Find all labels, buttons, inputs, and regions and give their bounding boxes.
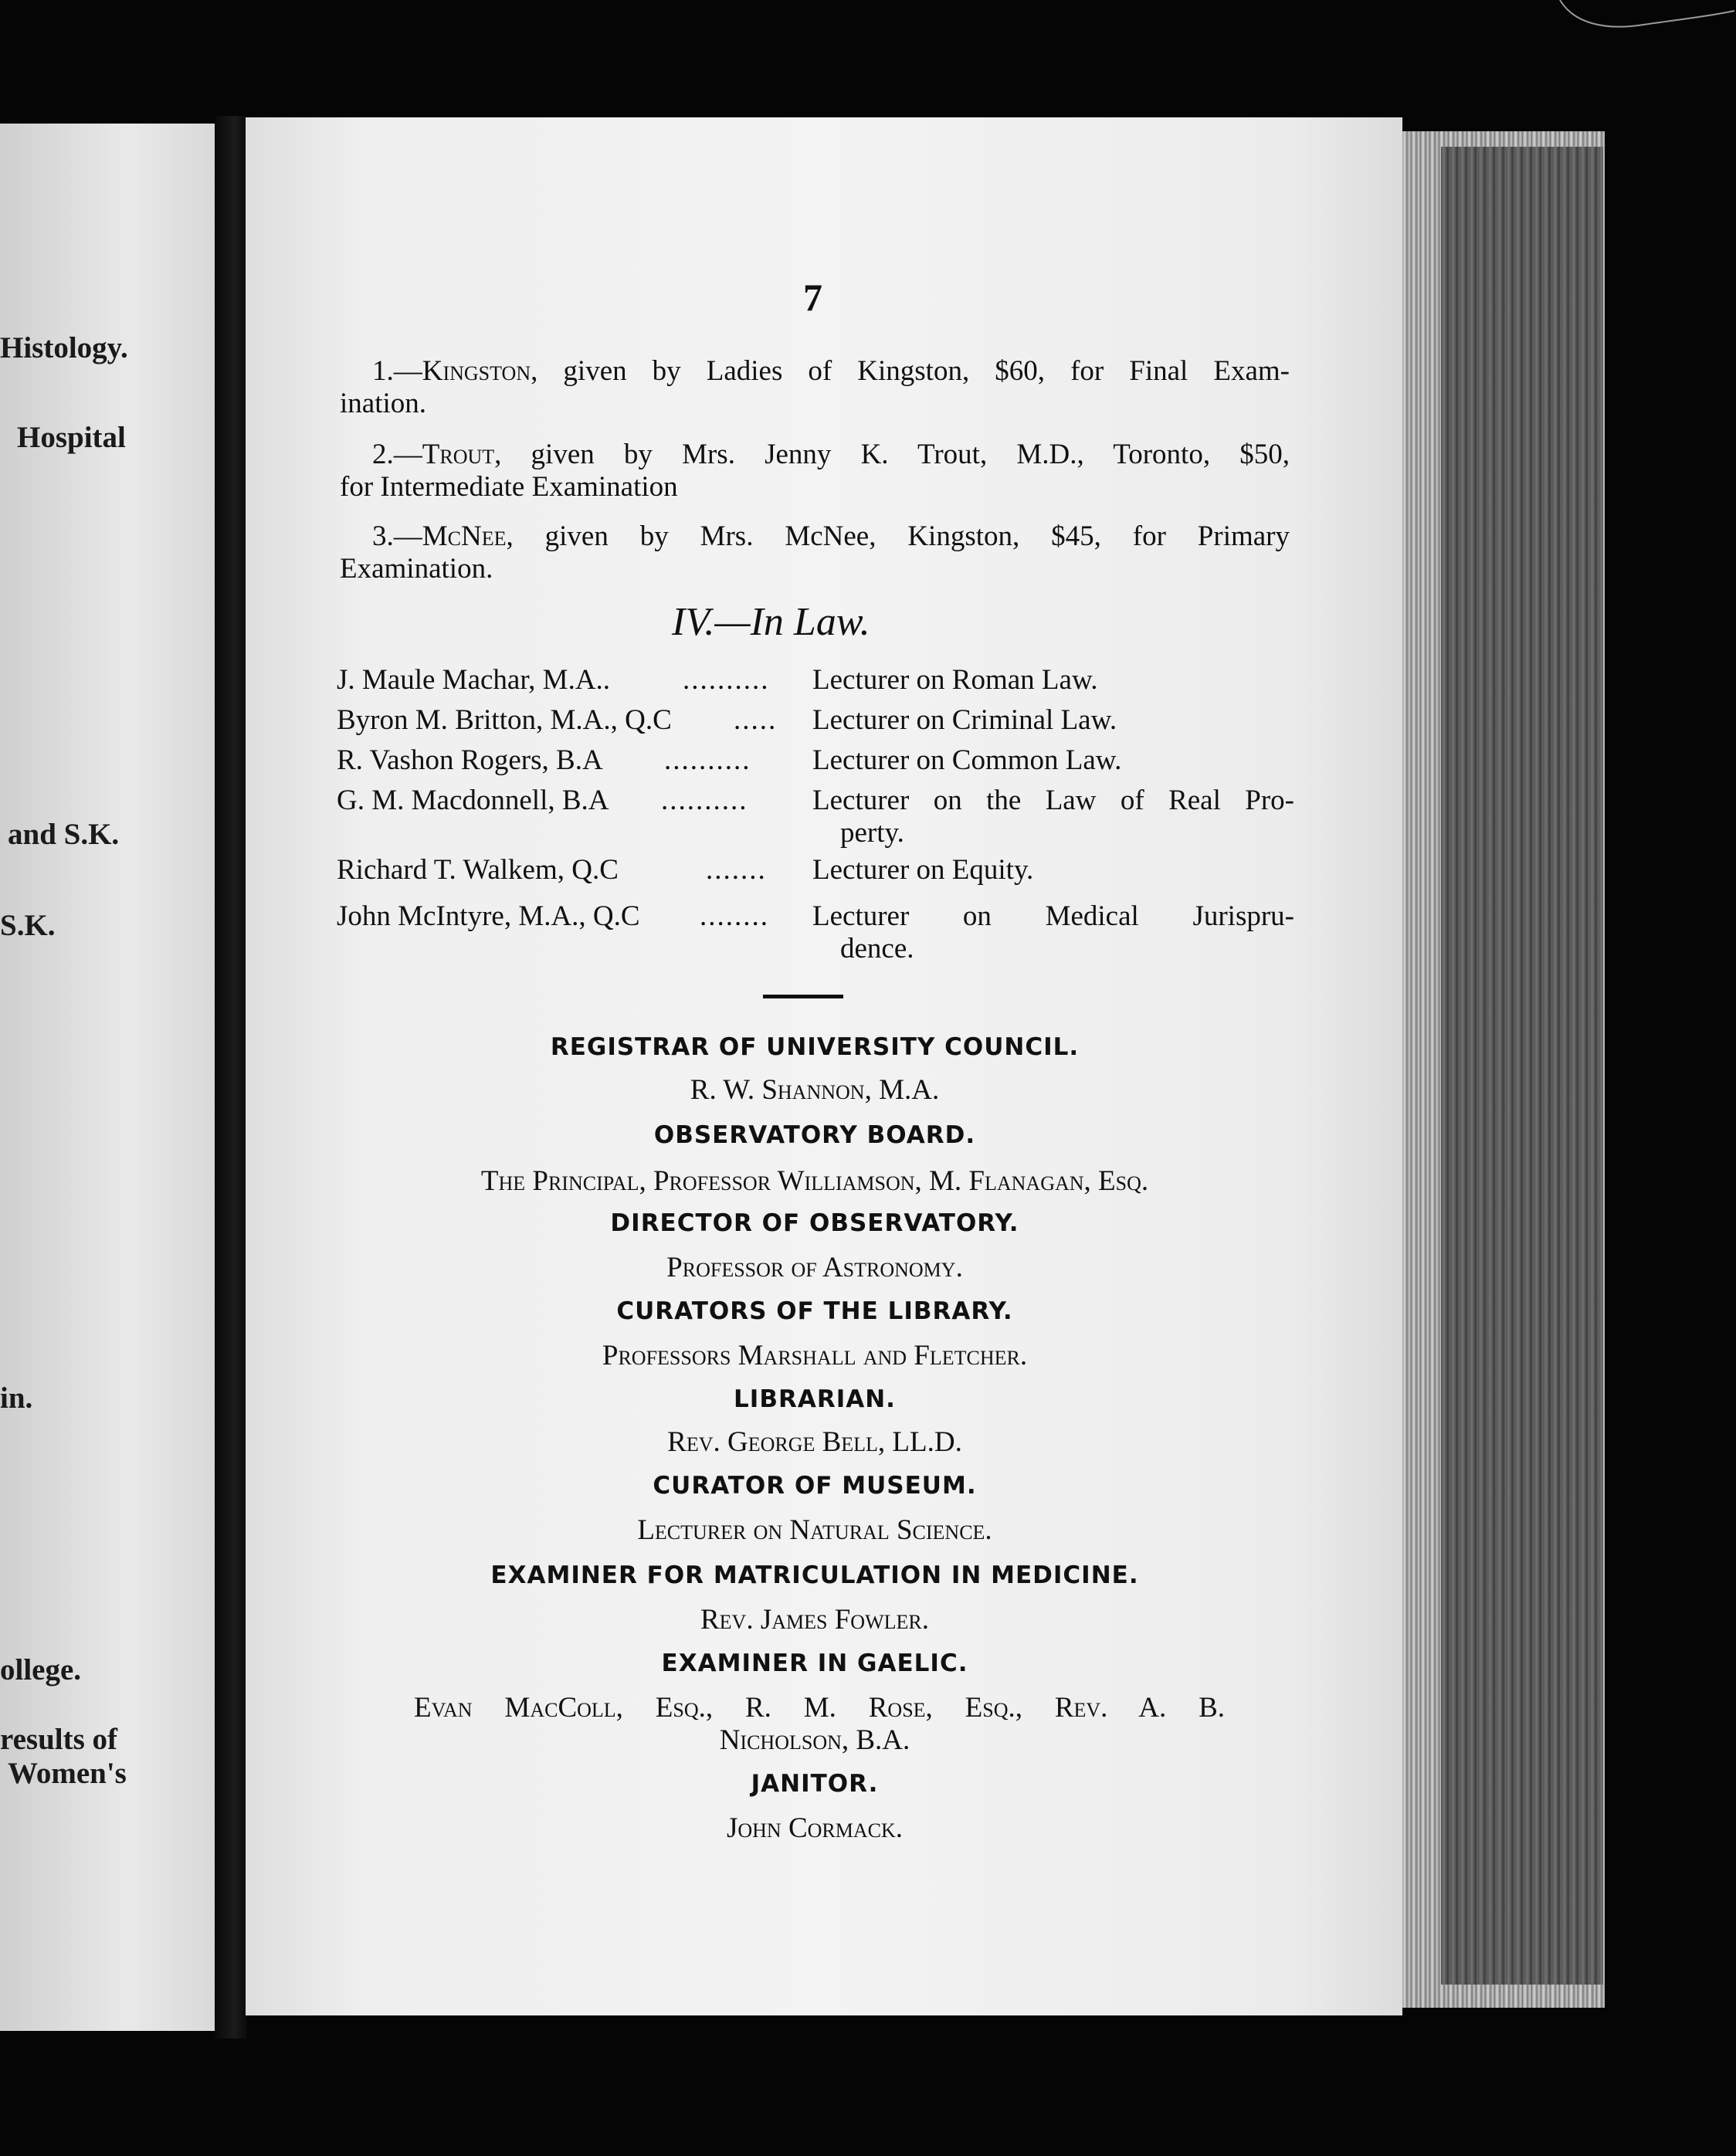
section-heading: JANITOR.	[751, 1770, 879, 1798]
page-number: 7	[803, 276, 822, 319]
prize-continuation: Examination.	[340, 553, 493, 585]
section-heading: CURATORS OF THE LIBRARY.	[616, 1297, 1013, 1325]
lecturer-role-continuation: dence.	[840, 933, 914, 964]
section-entry: Professors Marshall and Fletcher.	[602, 1340, 1028, 1371]
section-entry: Rev. George Bell, LL.D.	[667, 1426, 962, 1458]
prize-number: 3.—	[372, 520, 422, 552]
prize-entry	[340, 355, 1290, 420]
prize-line	[340, 439, 1290, 471]
lecturer-name: Byron M. Britton, M.A., Q.C	[337, 704, 672, 736]
leader-dots: .......	[706, 854, 767, 886]
left-page-fragment: in.	[0, 1381, 33, 1415]
previous-page-edge	[0, 124, 215, 2031]
section-heading: LIBRARIAN.	[734, 1385, 896, 1413]
prize-name: McNee	[422, 520, 507, 552]
lecturer-role: Lecturer on Criminal Law.	[812, 704, 1117, 736]
corner-scratch	[1558, 0, 1736, 39]
prize-line	[340, 520, 1290, 553]
left-page-fragment: S.K.	[0, 909, 56, 942]
prize-name: Kingston	[422, 355, 531, 387]
prize-text: , given by Mrs. Jenny K. Trout, M.D., Toronto, $50,	[494, 439, 1290, 470]
lecturer-name: R. Vashon Rogers, B.A	[337, 744, 603, 776]
section-entry: Evan MacColl, Esq., R. M. Rose, Esq., Rev. A. B.	[414, 1692, 1225, 1724]
leader-dots: ..........	[661, 785, 748, 816]
lecturer-name: J. Maule Machar, M.A..	[337, 664, 611, 696]
section-rule	[763, 995, 843, 998]
prize-entry	[340, 439, 1290, 503]
left-page-fragment: and S.K.	[8, 818, 120, 851]
left-page-fragment: results of	[0, 1723, 118, 1756]
lecturer-name: John McIntyre, M.A., Q.C	[337, 900, 640, 932]
prize-name: Trout	[422, 439, 495, 470]
section-entry: R. W. Shannon, M.A.	[690, 1074, 940, 1106]
prize-entry	[340, 520, 1290, 585]
lecturer-role: Lecturer on Medical Jurispru-	[812, 900, 1294, 932]
section-entry-continuation: Nicholson, B.A.	[719, 1724, 910, 1756]
section-heading: OBSERVATORY BOARD.	[653, 1121, 976, 1149]
section-entry: Rev. James Fowler.	[700, 1604, 929, 1636]
lecturer-role: Lecturer on Equity.	[812, 854, 1034, 886]
lecturer-role-continuation: perty.	[840, 817, 904, 849]
section-heading: REGISTRAR OF UNIVERSITY COUNCIL.	[550, 1033, 1080, 1061]
page-edges-shadow	[1441, 147, 1603, 1985]
leader-dots: ..........	[683, 664, 770, 696]
leader-dots: ..........	[664, 744, 751, 776]
lecturer-role: Lecturer on Roman Law.	[812, 664, 1098, 696]
prize-number: 1.—	[372, 355, 422, 387]
prize-text: , given by Mrs. McNee, Kingston, $45, for Primary	[506, 520, 1290, 552]
prize-continuation: ination.	[340, 388, 427, 419]
section-heading: DIRECTOR OF OBSERVATORY.	[610, 1209, 1019, 1237]
lecturer-role: Lecturer on the Law of Real Pro-	[812, 785, 1294, 816]
leader-dots: ........	[700, 900, 769, 932]
section-entry: Lecturer on Natural Science.	[637, 1514, 992, 1546]
lecturer-role: Lecturer on Common Law.	[812, 744, 1122, 776]
section-heading: EXAMINER IN GAELIC.	[661, 1649, 968, 1677]
left-page-fragment: ollege.	[0, 1653, 82, 1686]
book-gutter	[215, 116, 247, 2039]
section-entry: The Principal, Professor Williamson, M. Flanagan, Esq.	[480, 1165, 1149, 1197]
law-section-heading: IV.—In Law.	[672, 600, 870, 644]
prize-text: , given by Ladies of Kingston, $60, for Final Exam-	[531, 355, 1290, 387]
prize-number: 2.—	[372, 439, 422, 470]
leader-dots: .....	[734, 704, 778, 736]
left-page-fragment: Histology.	[0, 331, 128, 364]
section-heading: EXAMINER FOR MATRICULATION IN MEDICINE.	[490, 1561, 1139, 1589]
prize-continuation: for Intermediate Examination	[340, 471, 678, 503]
lecturer-name: G. M. Macdonnell, B.A	[337, 785, 609, 816]
lecturer-name: Richard T. Walkem, Q.C	[337, 854, 619, 886]
section-entry: Professor of Astronomy.	[666, 1252, 963, 1283]
section-entry: John Cormack.	[726, 1812, 904, 1844]
left-page-fragment: Women's	[8, 1757, 127, 1790]
prize-line	[340, 355, 1290, 388]
section-heading: CURATOR OF MUSEUM.	[653, 1472, 977, 1500]
left-page-fragment: Hospital	[17, 421, 126, 454]
